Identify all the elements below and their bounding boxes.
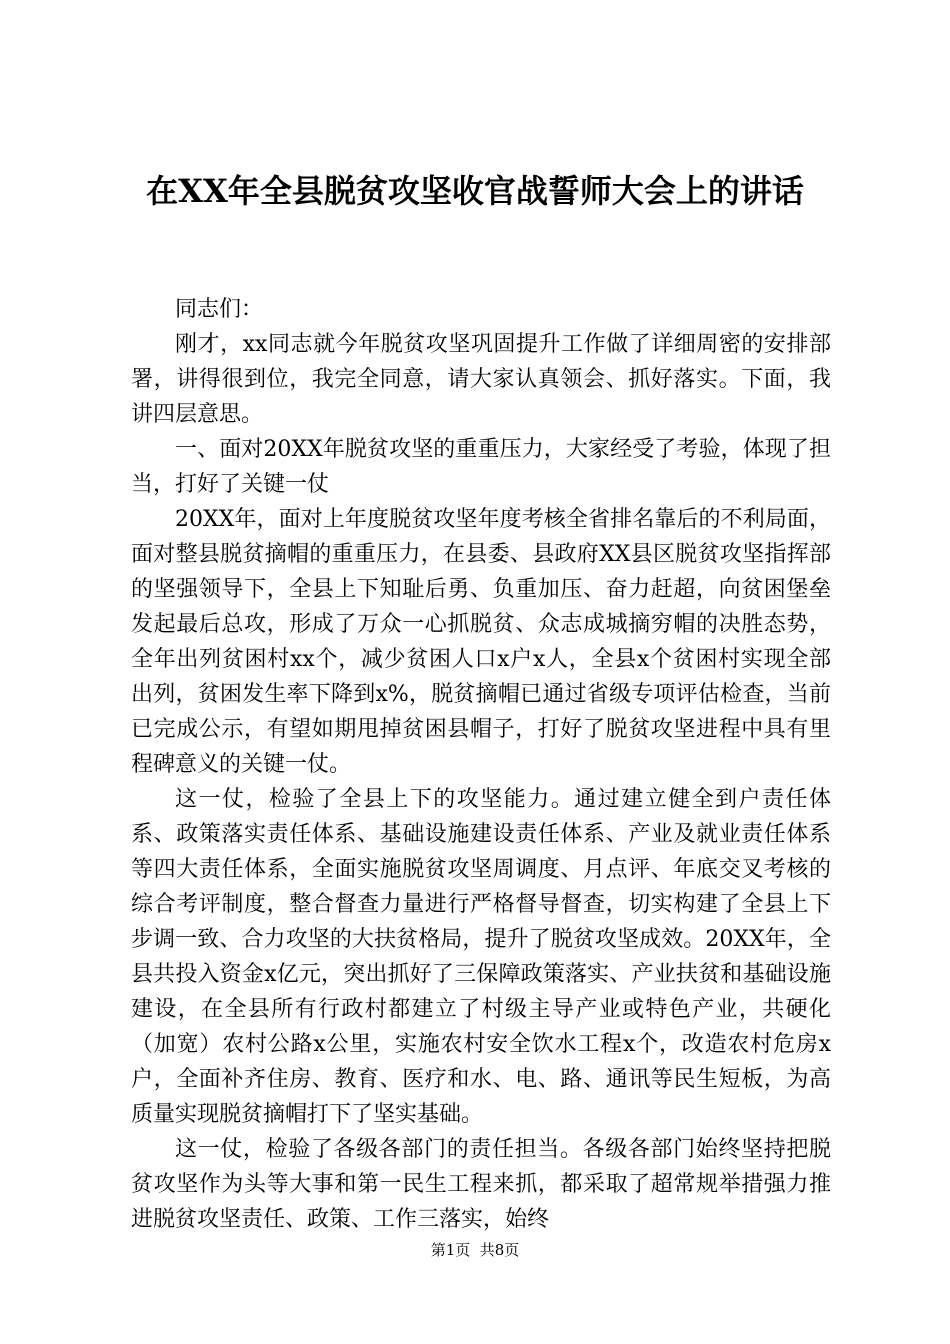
page-number: 第1页 共8页	[430, 1241, 520, 1259]
paragraph-summary: 20XX年，面对上年度脱贫攻坚年度考核全省排名靠后的不利局面，面对整县脱贫摘帽的重重压力，在县委、县政府XX县区脱贫攻坚指挥部的坚强领导下，全县上下知耻后勇、负重加压、奋力赶超，向贫困堡垒发起最后总攻，形成了万众一心抓脱贫、众志成城摘穷帽的决胜态势，全年出列贫困村xx个，减少贫困人口x户x人，全县x个贫困村实现全部出列，贫困发生率下降到x%，脱贫摘帽已通过省级专项评估检查，当前已完成公示，有望如期甩掉贫困县帽子，打好了脱贫攻坚进程中具有里程碑意义的关键一仗。	[131, 507, 831, 777]
paragraph-capability: 这一仗，检验了全县上下的攻坚能力。通过建立健全到户责任体系、政策落实责任体系、基础设施建设责任体系、产业及就业责任体系等四大责任体系，全面实施脱贫攻坚周调度、月点评、年底交叉考核的综合考评制度，整合督查力量进行严格督导督查，切实构建了全县上下步调一致、合力攻坚的大扶贫格局，提升了脱贫攻坚成效。20XX年，全县共投入资金x亿元，突出抓好了三保障政策落实、产业扶贫和基础设施建设，在全县所有行政村都建立了村级主导产业或特色产业，共硬化（加宽）农村公路x公里，实施农村安全饮水工程x个，改造农村危房x户，全面补齐住房、教育、医疗和水、电、路、通讯等民生短板，为高质量实现脱贫摘帽打下了坚实基础。	[131, 787, 831, 1127]
paragraph-responsibility: 这一仗，检验了各级各部门的责任担当。各级各部门始终坚持把脱贫攻坚作为头等大事和第一民生工程来抓，都采取了超常规举措强力推进脱贫攻坚责任、政策、工作三落实，始终	[131, 1137, 831, 1232]
document-title: 在XX年全县脱贫攻坚收官战誓师大会上的讲话	[146, 172, 804, 210]
salutation: 同志们：	[175, 297, 264, 322]
paragraph-intro: 刚才，xx同志就今年脱贫攻坚巩固提升工作做了详细周密的安排部署，讲得很到位，我完全同意，请大家认真领会、抓好落实。下面，我讲四层意思。	[131, 332, 831, 427]
section-heading-1: 一、面对20XX年脱贫攻坚的重重压力，大家经受了考验，体现了担当，打好了关键一仗	[131, 437, 831, 497]
document-body	[131, 292, 831, 1237]
